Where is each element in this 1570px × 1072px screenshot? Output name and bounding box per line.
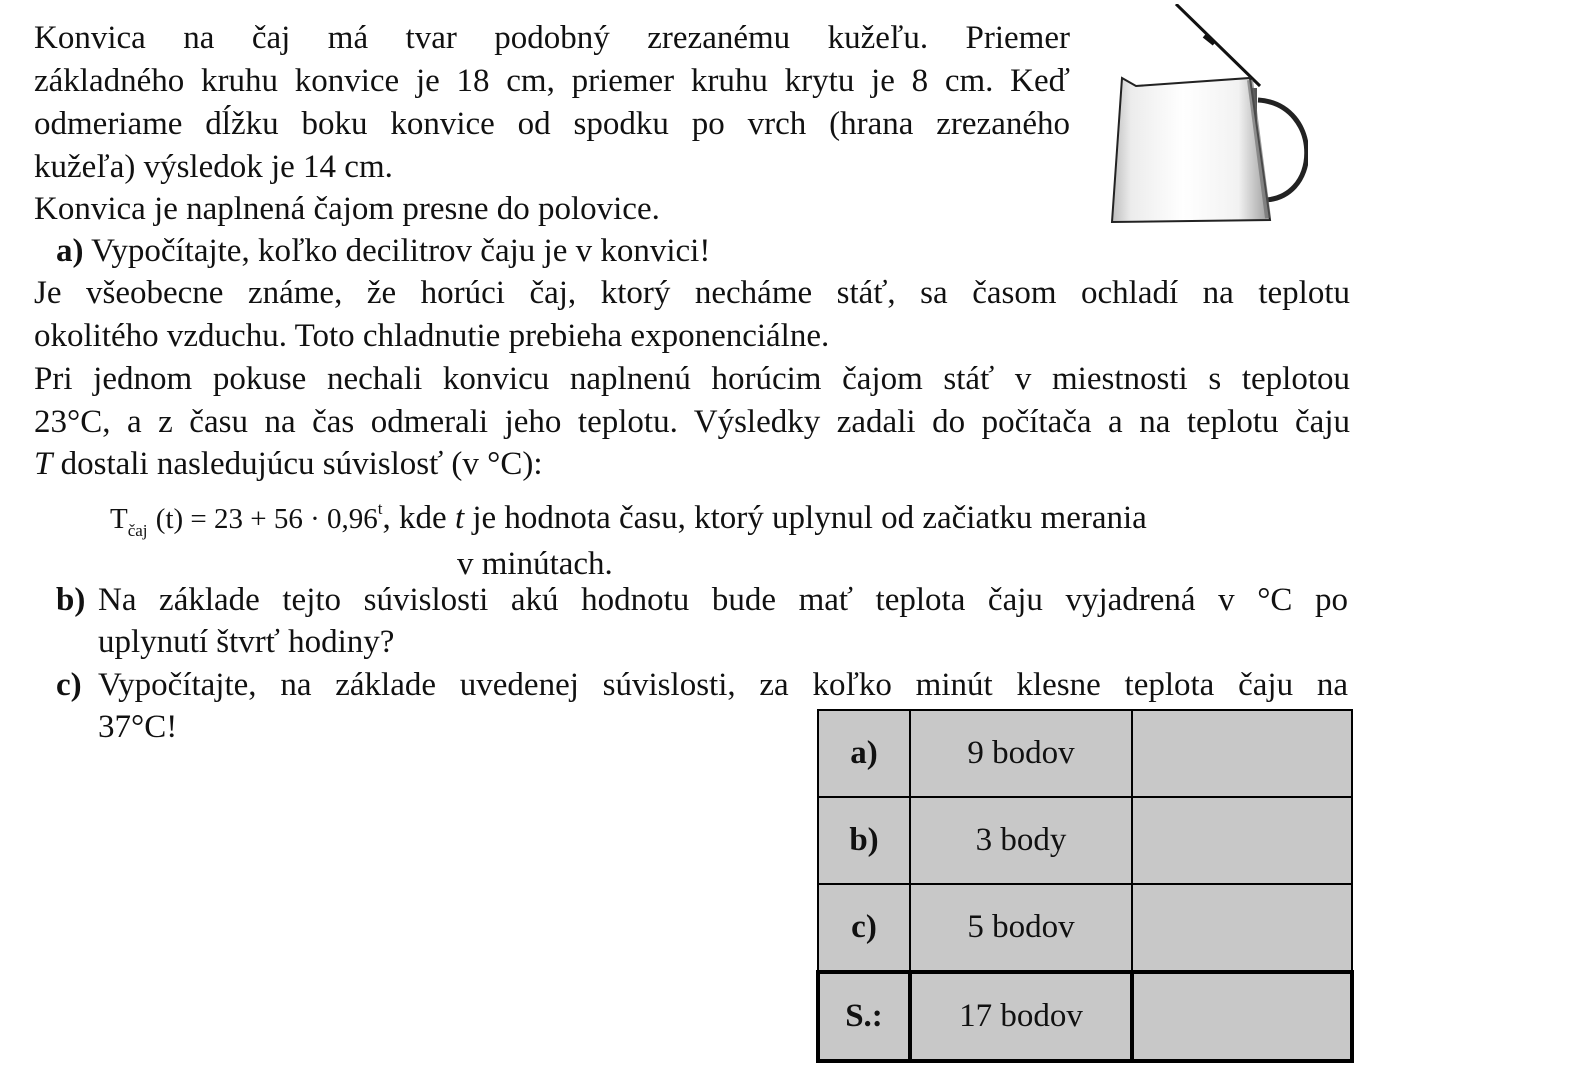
question-a-text: Vypočítajte, koľko decilitrov čaju je v konvici! bbox=[91, 233, 711, 269]
para2-line-2: 23°C, a z času na čas odmerali jeho teplotu. Výsledky zadali do počítača a na teplotu čaju bbox=[34, 404, 1350, 440]
question-a-label: a) bbox=[56, 233, 84, 269]
question-c-line-1: Vypočítajte, na základe uvedenej súvislosti, za koľko minút klesne teplota čaju na bbox=[98, 667, 1348, 703]
total-label: S.: bbox=[818, 972, 910, 1061]
row-label: a) bbox=[818, 710, 910, 797]
row-label: c) bbox=[818, 884, 910, 972]
formula-T: T bbox=[110, 503, 128, 535]
question-c-line-2: 37°C! bbox=[98, 709, 178, 745]
row-points: 5 bodov bbox=[910, 884, 1132, 972]
question-b-label: b) bbox=[56, 582, 86, 618]
total-score-field[interactable] bbox=[1132, 972, 1352, 1061]
row-label: b) bbox=[818, 797, 910, 884]
question-c-label: c) bbox=[56, 667, 82, 703]
para2-line-3-text: dostali nasledujúcu súvislosť (v °C): bbox=[52, 446, 543, 482]
para2-line-1: Pri jednom pokuse nechali konvicu naplnenú horúcim čajom stáť v miestnosti s teplotou bbox=[34, 361, 1350, 397]
question-c bbox=[56, 665, 1350, 705]
intro-line-1: Konvica na čaj má tvar podobný zrezanému kužeľu. Priemer bbox=[34, 20, 1070, 56]
kettle-illustration bbox=[1108, 4, 1308, 232]
question-a bbox=[56, 231, 710, 271]
table-row bbox=[818, 710, 1352, 797]
formula-var-t: t bbox=[454, 500, 465, 536]
formula bbox=[110, 489, 1147, 551]
para2-line-3 bbox=[34, 444, 543, 484]
question-b bbox=[56, 580, 1350, 620]
row-score-field[interactable] bbox=[1132, 884, 1352, 972]
question-b-line-2: uplynutí štvrť hodiny? bbox=[98, 624, 395, 660]
score-table bbox=[816, 709, 1354, 1063]
total-points: 17 bodov bbox=[910, 972, 1132, 1061]
formula-expression: (t) = 23 + 56 · 0,96 bbox=[155, 503, 378, 535]
variable-T: T bbox=[34, 446, 53, 482]
row-points: 3 body bbox=[910, 797, 1132, 884]
formula-after-2: je hodnota času, ktorý uplynul od začiatku merania bbox=[464, 500, 1147, 536]
table-row bbox=[818, 884, 1352, 972]
formula-line-2: v minútach. bbox=[457, 546, 613, 582]
para1-line-1: Je všeobecne známe, že horúci čaj, ktorý necháme stáť, sa časom ochladí na teplotu bbox=[34, 275, 1350, 311]
table-row bbox=[818, 797, 1352, 884]
row-points: 9 bodov bbox=[910, 710, 1132, 797]
formula-exponent: t bbox=[377, 499, 383, 518]
para1-line-2: okolitého vzduchu. Toto chladnutie prebieha exponenciálne. bbox=[34, 318, 830, 354]
question-b-line-1: Na základe tejto súvislosti akú hodnotu bude mať teplota čaju vyjadrená v °C po bbox=[98, 582, 1348, 618]
table-row-total bbox=[818, 972, 1352, 1061]
row-score-field[interactable] bbox=[1132, 797, 1352, 884]
formula-subscript: čaj bbox=[127, 521, 148, 540]
intro-line-2: základného kruhu konvice je 18 cm, priemer kruhu krytu je 8 cm. Keď bbox=[34, 63, 1070, 99]
formula-after-1: , kde bbox=[382, 500, 455, 536]
intro-line-3: odmeriame dĺžku boku konvice od spodku po vrch (hrana zrezaného bbox=[34, 106, 1070, 142]
row-score-field[interactable] bbox=[1132, 710, 1352, 797]
intro-line-5: Konvica je naplnená čajom presne do polovice. bbox=[34, 191, 660, 227]
intro-line-4: kužeľa) výsledok je 14 cm. bbox=[34, 149, 393, 185]
